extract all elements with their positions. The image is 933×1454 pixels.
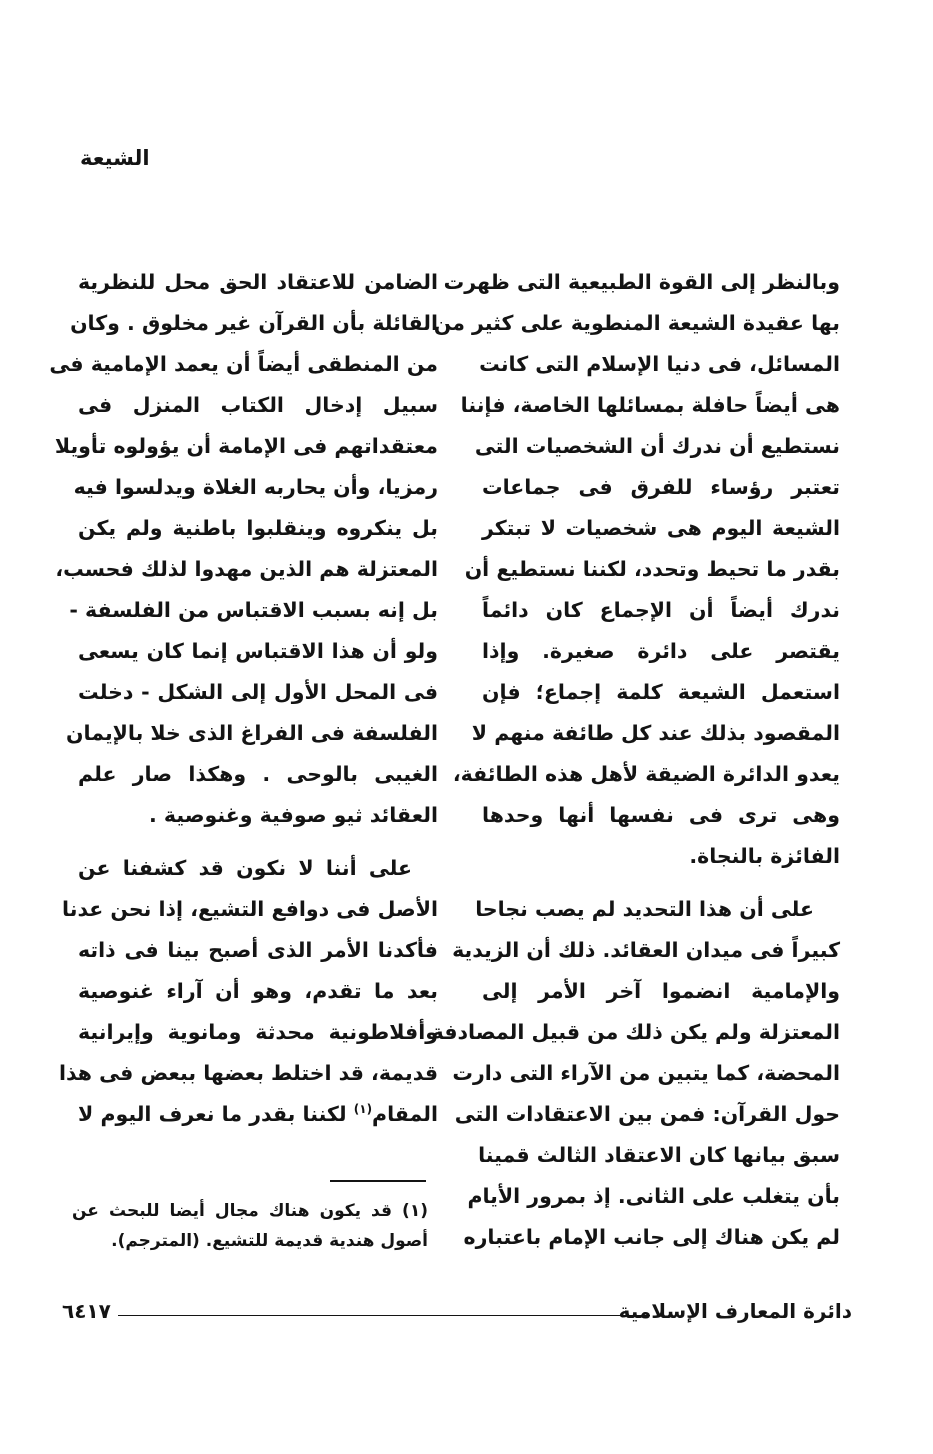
- text-line: المسائل، فى دنيا الإسلام التى كانت: [479, 352, 840, 376]
- footnote-line: (١) قد يكون هناك مجال أيضا للبحث عن: [72, 1201, 428, 1221]
- text-line: على أننا لا نكون قد كشفنا عن: [78, 856, 412, 880]
- text-line: استعمل الشيعة كلمة إجماع؛ فإن: [482, 680, 840, 704]
- text-line: معتقداتهم فى الإمامة أن يؤولوه تأويلا: [54, 434, 438, 458]
- footer-rule: [118, 1315, 650, 1316]
- text-line: من المنطقى أيضاً أن يعمد الإمامية فى: [49, 352, 438, 376]
- text-line: المعتزلة ولم يكن ذلك من قبيل المصادفة: [431, 1020, 840, 1044]
- text-line-with-footnote: [78, 1094, 438, 1135]
- text-line: بأن يتغلب على الثانى. إذ بمرور الأيام: [467, 1184, 840, 1208]
- text-line: قديمة، قد اختلط بعضها ببعض فى هذا: [58, 1061, 438, 1085]
- text-line: الفلسفة فى الفراغ الذى خلا بالإيمان: [66, 721, 438, 745]
- footnote-reference[interactable]: (١): [353, 1102, 373, 1117]
- text-line: سبق بيانها كان الاعتقاد الثالث قمينا: [478, 1143, 840, 1167]
- text-line: بقدر ما تحيط وتحدد، لكننا نستطيع أن: [464, 557, 840, 581]
- text-line: الفائزة بالنجاة.: [689, 844, 840, 868]
- text-line: على أن هذا التحديد لم يصب نجاحا: [475, 897, 814, 921]
- text-line: وهى ترى فى نفسها أنها وحدها: [482, 803, 840, 827]
- text-line: لم يكن هناك إلى جانب الإمام باعتباره: [463, 1225, 840, 1249]
- footnote-separator: [330, 1180, 426, 1182]
- footnote: [72, 1196, 428, 1256]
- text-line: المحضة، كما يتبين من الآراء التى دارت: [452, 1061, 840, 1085]
- page-footer: [62, 1296, 852, 1326]
- text-fragment: المقام: [372, 1102, 438, 1126]
- text-column-left: [49, 262, 438, 1135]
- journal-title: دائرة المعارف الإسلامية: [618, 1299, 852, 1323]
- text-line: بها عقيدة الشيعة المنطوية على كثير من: [433, 311, 840, 335]
- text-line: الشيعة اليوم هى شخصيات لا تبتكر: [482, 516, 840, 540]
- text-line: تعتبر رؤساء للفرق فى جماعات: [482, 475, 840, 499]
- text-line: المقصود بذلك عند كل طائفة منهم لا: [471, 721, 840, 745]
- text-line: بعد ما تقدم، وهو أن آراء غنوصية: [78, 979, 438, 1003]
- text-line: الغيبى بالوحى . وهكذا صار علم: [78, 762, 438, 786]
- footnote-line: أصول هندية قديمة للتشيع. (المترجم).: [111, 1231, 428, 1251]
- text-line: رمزيا، وأن يحاربه الغلاة ويدلسوا فيه: [73, 475, 438, 499]
- text-line: ولو أن هذا الاقتباس إنما كان يسعى: [78, 639, 438, 663]
- text-line: هى أيضاً حافلة بمسائلها الخاصة، فإننا: [460, 393, 840, 417]
- text-line: الضامن للاعتقاد الحق محل للنظرية: [78, 270, 438, 294]
- text-line: العقائد ثيو صوفية وغنوصية .: [148, 803, 438, 827]
- text-line: سبيل إدخال الكتاب المنزل فى: [78, 393, 438, 417]
- text-line: الأصل فى دوافع التشيع، إذا نحن عدنا: [62, 897, 438, 921]
- text-line: والإمامية انضموا آخر الأمر إلى: [482, 979, 840, 1003]
- running-header: الشيعة: [80, 146, 150, 170]
- text-line: يعدو الدائرة الضيقة لأهل هذه الطائفة،: [452, 762, 840, 786]
- text-line: القائلة بأن القرآن غير مخلوق . وكان: [70, 311, 438, 335]
- text-line: فى المحل الأول إلى الشكل - دخلت: [78, 680, 438, 704]
- paragraph-gap: [482, 877, 840, 889]
- text-line: بل ينكروه وينقلبوا باطنية ولم يكن: [78, 516, 438, 540]
- page-number: ٦٤١٧: [62, 1299, 111, 1323]
- text-fragment: لكننا بقدر ما نعرف اليوم لا: [78, 1102, 354, 1126]
- text-line: وأفلاطونية محدثة ومانوية وإيرانية: [78, 1020, 438, 1044]
- paragraph-gap: [78, 836, 438, 848]
- text-line: بل إنه بسبب الاقتباس من الفلسفة -: [69, 598, 438, 622]
- text-line: نستطيع أن ندرك أن الشخصيات التى: [474, 434, 840, 458]
- text-line: يقتصر على دائرة صغيرة. وإذا: [482, 639, 840, 663]
- text-line: المعتزلة هم الذين مهدوا لذلك فحسب،: [55, 557, 438, 581]
- text-line: ندرك أيضاً أن الإجماع كان دائماً: [482, 598, 840, 622]
- text-line: فأكدنا الأمر الذى أصبح بينا فى ذاته: [78, 938, 438, 962]
- text-line: وبالنظر إلى القوة الطبيعية التى ظهرت: [443, 270, 840, 294]
- text-line: كبيراً فى ميدان العقائد. ذلك أن الزيدية: [452, 938, 840, 962]
- text-column-right: [431, 262, 840, 1258]
- text-line: حول القرآن: فمن بين الاعتقادات التى: [454, 1102, 840, 1126]
